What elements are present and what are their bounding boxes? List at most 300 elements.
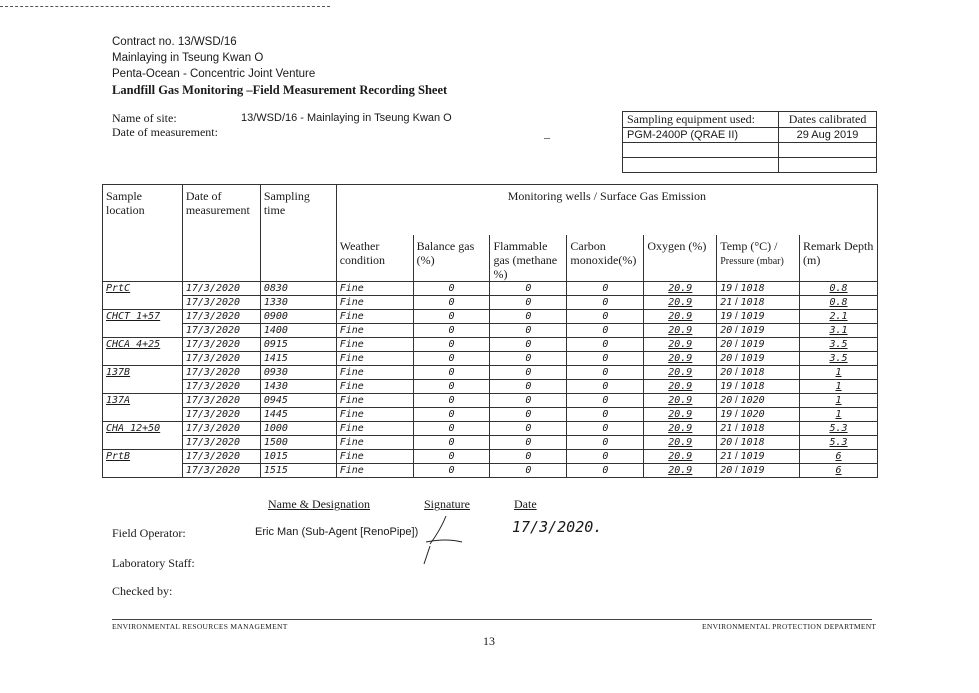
document-header [112, 34, 447, 98]
cell-carbon-monoxide [567, 379, 644, 393]
cell-time [260, 393, 336, 407]
cell-depth [800, 435, 878, 449]
weather-value: Fine [339, 310, 364, 322]
col-header-weather: Weather condition [336, 235, 413, 282]
site-name-label: Name of site: [112, 111, 177, 125]
cell-temp-pressure [717, 435, 800, 449]
depth-value: 0.8 [829, 296, 848, 308]
location-value: PrtC [106, 282, 131, 294]
flammable-gas-value: 0 [525, 408, 532, 420]
laboratory-staff-label: Laboratory Staff: [112, 556, 195, 570]
table-row [103, 449, 878, 463]
date-value: 17/3/2020 [185, 324, 241, 336]
cell-date [182, 463, 260, 477]
oxygen-value: 20.9 [668, 310, 693, 322]
cell-temp-pressure [717, 393, 800, 407]
table-row [103, 323, 878, 337]
cell-flammable-gas [490, 337, 567, 351]
cell-weather [336, 407, 413, 421]
flammable-gas-value: 0 [525, 464, 532, 476]
oxygen-value: 20.9 [668, 282, 693, 294]
field-operator-date: 17/3/2020. [512, 518, 603, 536]
cell-location [103, 281, 183, 295]
time-value: 0930 [263, 366, 288, 378]
cell-balance-gas [413, 337, 490, 351]
carbon-monoxide-value: 0 [602, 450, 609, 462]
pressure-value: 1018 [740, 436, 765, 448]
cell-temp-pressure [717, 379, 800, 393]
sheet-title: Landfill Gas Monitoring –Field Measurement Recording Sheet [112, 83, 448, 97]
cell-flammable-gas [490, 309, 567, 323]
temp-separator: / [732, 324, 741, 336]
table-row [103, 309, 878, 323]
cell-time [260, 323, 336, 337]
temp-separator: / [732, 366, 741, 378]
oxygen-value: 20.9 [668, 394, 693, 406]
cell-time [260, 337, 336, 351]
cell-flammable-gas [490, 295, 567, 309]
cell-location [103, 323, 183, 337]
cell-flammable-gas [490, 449, 567, 463]
temp-separator: / [732, 380, 741, 392]
balance-gas-value: 0 [448, 296, 455, 308]
cell-date [182, 393, 260, 407]
depth-value: 1 [835, 394, 842, 406]
flammable-gas-value: 0 [525, 366, 532, 378]
balance-gas-value: 0 [448, 408, 455, 420]
pressure-value: 1018 [740, 366, 765, 378]
flammable-gas-value: 0 [525, 394, 532, 406]
cell-temp-pressure [717, 365, 800, 379]
col-header-date: Date of measurement [182, 185, 260, 282]
flammable-gas-value: 0 [525, 324, 532, 336]
temp-separator: / [732, 338, 741, 350]
temp-separator: / [732, 464, 741, 476]
temp-separator: / [732, 282, 741, 294]
location-value: 137B [106, 366, 131, 378]
temp-value: 19 [720, 408, 733, 420]
cell-temp-pressure [717, 337, 800, 351]
depth-value: 1 [835, 380, 842, 392]
col-header-time: Sampling time [260, 185, 336, 282]
cell-balance-gas [413, 449, 490, 463]
temp-value: 19 [720, 380, 733, 392]
carbon-monoxide-value: 0 [602, 408, 609, 420]
cell-temp-pressure [717, 351, 800, 365]
pressure-value: 1020 [740, 394, 765, 406]
col-header-oxygen: Oxygen (%) [644, 235, 717, 282]
date-value: 17/3/2020 [185, 338, 241, 350]
equipment-table [622, 111, 877, 173]
cell-date [182, 379, 260, 393]
cell-depth [800, 407, 878, 421]
cell-location [103, 421, 183, 435]
table-row [103, 421, 878, 435]
cell-depth [800, 421, 878, 435]
pressure-value: 1018 [740, 282, 765, 294]
cell-date [182, 281, 260, 295]
cell-balance-gas [413, 295, 490, 309]
oxygen-value: 20.9 [668, 366, 693, 378]
cell-time [260, 407, 336, 421]
time-value: 0915 [263, 338, 288, 350]
cell-carbon-monoxide [567, 351, 644, 365]
pressure-label: Pressure (mbar) [720, 255, 784, 267]
balance-gas-value: 0 [448, 450, 455, 462]
cell-flammable-gas [490, 463, 567, 477]
cell-oxygen [644, 309, 717, 323]
cell-location [103, 295, 183, 309]
cell-location [103, 351, 183, 365]
pressure-value: 1018 [740, 296, 765, 308]
cell-depth [800, 393, 878, 407]
balance-gas-value: 0 [448, 366, 455, 378]
cell-weather [336, 379, 413, 393]
temp-separator: / [732, 394, 741, 406]
oxygen-value: 20.9 [668, 352, 693, 364]
cell-carbon-monoxide [567, 463, 644, 477]
cell-location [103, 407, 183, 421]
cell-carbon-monoxide [567, 323, 644, 337]
date-value: 17/3/2020 [185, 352, 241, 364]
flammable-gas-value: 0 [525, 450, 532, 462]
cell-time [260, 351, 336, 365]
date-value: 17/3/2020 [185, 394, 241, 406]
flammable-gas-value: 0 [525, 296, 532, 308]
stray-mark [544, 138, 550, 139]
depth-value: 5.3 [829, 436, 848, 448]
temp-value: 21 [720, 450, 733, 462]
cell-carbon-monoxide [567, 449, 644, 463]
table-row [103, 407, 878, 421]
cell-depth [800, 309, 878, 323]
oxygen-value: 20.9 [668, 450, 693, 462]
cell-depth [800, 351, 878, 365]
cell-temp-pressure [717, 281, 800, 295]
table-row [103, 351, 878, 365]
cell-date [182, 435, 260, 449]
flammable-gas-value: 0 [525, 380, 532, 392]
cell-temp-pressure [717, 421, 800, 435]
cell-carbon-monoxide [567, 435, 644, 449]
temp-separator: / [732, 352, 741, 364]
temp-value: 19 [720, 282, 733, 294]
cell-location [103, 393, 183, 407]
date-value: 17/3/2020 [185, 450, 241, 462]
col-header-co: Carbon monoxide(%) [567, 235, 644, 282]
cell-flammable-gas [490, 281, 567, 295]
cell-location [103, 379, 183, 393]
temp-value: 20 [720, 324, 733, 336]
cell-carbon-monoxide [567, 407, 644, 421]
time-value: 0830 [263, 282, 288, 294]
col-header-group: Monitoring wells / Surface Gas Emission [336, 185, 877, 235]
cell-flammable-gas [490, 323, 567, 337]
cell-date [182, 449, 260, 463]
cell-weather [336, 309, 413, 323]
balance-gas-value: 0 [448, 394, 455, 406]
cell-balance-gas [413, 281, 490, 295]
depth-value: 2.1 [829, 310, 848, 322]
cell-balance-gas [413, 407, 490, 421]
cell-weather [336, 435, 413, 449]
time-value: 1430 [263, 380, 288, 392]
cell-temp-pressure [717, 309, 800, 323]
weather-value: Fine [339, 464, 364, 476]
oxygen-value: 20.9 [668, 338, 693, 350]
col-header-balance: Balance gas (%) [413, 235, 490, 282]
weather-value: Fine [339, 436, 364, 448]
col-header-temp [717, 235, 800, 282]
cell-location [103, 449, 183, 463]
cell-carbon-monoxide [567, 393, 644, 407]
date-value: 17/3/2020 [185, 282, 241, 294]
flammable-gas-value: 0 [525, 310, 532, 322]
calibration-date [779, 158, 877, 173]
weather-value: Fine [339, 366, 364, 378]
depth-value: 3.5 [829, 352, 848, 364]
cell-oxygen [644, 435, 717, 449]
cell-location [103, 309, 183, 323]
table-row [103, 435, 878, 449]
temp-value: 21 [720, 296, 733, 308]
cell-date [182, 421, 260, 435]
date-value: 17/3/2020 [185, 366, 241, 378]
cell-date [182, 407, 260, 421]
cell-time [260, 379, 336, 393]
temp-separator: / [732, 422, 741, 434]
weather-value: Fine [339, 352, 364, 364]
contractor-name: Penta-Ocean - Concentric Joint Venture [112, 68, 316, 80]
checked-by-label: Checked by: [112, 584, 173, 598]
cell-oxygen [644, 449, 717, 463]
temp-value: 20 [720, 338, 733, 350]
depth-value: 0.8 [829, 282, 848, 294]
cell-carbon-monoxide [567, 365, 644, 379]
cell-time [260, 309, 336, 323]
temp-value: 21 [720, 422, 733, 434]
time-value: 1415 [263, 352, 288, 364]
table-row [103, 379, 878, 393]
pressure-value: 1018 [740, 380, 765, 392]
carbon-monoxide-value: 0 [602, 436, 609, 448]
balance-gas-value: 0 [448, 436, 455, 448]
depth-value: 5.3 [829, 422, 848, 434]
table-row [103, 393, 878, 407]
cell-location [103, 337, 183, 351]
oxygen-value: 20.9 [668, 324, 693, 336]
balance-gas-value: 0 [448, 380, 455, 392]
cell-weather [336, 323, 413, 337]
location-value: CHCT 1+57 [106, 310, 161, 322]
carbon-monoxide-value: 0 [602, 422, 609, 434]
cell-balance-gas [413, 463, 490, 477]
signature-header: Signature [424, 497, 470, 511]
cell-flammable-gas [490, 365, 567, 379]
footer-right: ENVIRONMENTAL PROTECTION DEPARTMENT [702, 622, 877, 631]
flammable-gas-value: 0 [525, 422, 532, 434]
table-row [103, 337, 878, 351]
temp-separator: / [732, 310, 741, 322]
cell-depth [800, 295, 878, 309]
flammable-gas-value: 0 [525, 436, 532, 448]
cell-depth [800, 323, 878, 337]
balance-gas-value: 0 [448, 464, 455, 476]
cell-balance-gas [413, 435, 490, 449]
cell-time [260, 449, 336, 463]
weather-value: Fine [339, 422, 364, 434]
weather-value: Fine [339, 338, 364, 350]
cell-time [260, 281, 336, 295]
calibration-date [779, 143, 877, 158]
pressure-value: 1019 [740, 310, 765, 322]
date-value: 17/3/2020 [185, 380, 241, 392]
project-name: Mainlaying in Tseung Kwan O [112, 52, 264, 64]
cell-weather [336, 449, 413, 463]
cell-weather [336, 295, 413, 309]
oxygen-value: 20.9 [668, 296, 693, 308]
field-operator-name: Eric Man (Sub-Agent [RenoPipe]) [255, 526, 419, 538]
cell-oxygen [644, 421, 717, 435]
col-header-remark: Remark Depth (m) [800, 235, 878, 282]
weather-value: Fine [339, 380, 364, 392]
col-header-location: Sample location [103, 185, 183, 282]
time-value: 1400 [263, 324, 288, 336]
cell-depth [800, 337, 878, 351]
cell-time [260, 365, 336, 379]
temp-value: 20 [720, 464, 733, 476]
cell-time [260, 421, 336, 435]
depth-value: 1 [835, 408, 842, 420]
cell-date [182, 365, 260, 379]
depth-value: 6 [835, 450, 842, 462]
balance-gas-value: 0 [448, 310, 455, 322]
date-value: 17/3/2020 [185, 296, 241, 308]
flammable-gas-value: 0 [525, 338, 532, 350]
pressure-value: 1019 [740, 352, 765, 364]
date-value: 17/3/2020 [185, 464, 241, 476]
cell-flammable-gas [490, 379, 567, 393]
cell-depth [800, 379, 878, 393]
carbon-monoxide-value: 0 [602, 380, 609, 392]
cell-weather [336, 421, 413, 435]
cell-temp-pressure [717, 449, 800, 463]
location-value: PrtB [106, 450, 131, 462]
cell-oxygen [644, 351, 717, 365]
location-value: CHA 12+50 [106, 422, 161, 434]
oxygen-value: 20.9 [668, 422, 693, 434]
time-value: 1500 [263, 436, 288, 448]
time-value: 1515 [263, 464, 288, 476]
temp-value: 20 [720, 366, 733, 378]
carbon-monoxide-value: 0 [602, 366, 609, 378]
cell-date [182, 337, 260, 351]
cell-carbon-monoxide [567, 309, 644, 323]
oxygen-value: 20.9 [668, 436, 693, 448]
cell-flammable-gas [490, 351, 567, 365]
cell-depth [800, 449, 878, 463]
name-designation-header: Name & Designation [268, 497, 370, 511]
cell-depth [800, 365, 878, 379]
cell-depth [800, 463, 878, 477]
oxygen-value: 20.9 [668, 464, 693, 476]
cell-oxygen [644, 379, 717, 393]
cell-oxygen [644, 407, 717, 421]
cell-date [182, 323, 260, 337]
weather-value: Fine [339, 450, 364, 462]
cell-date [182, 309, 260, 323]
temp-value: 20 [720, 436, 733, 448]
balance-gas-value: 0 [448, 352, 455, 364]
cell-location [103, 365, 183, 379]
table-row [103, 281, 878, 295]
cell-oxygen [644, 463, 717, 477]
weather-value: Fine [339, 408, 364, 420]
pressure-value: 1019 [740, 324, 765, 336]
cell-temp-pressure [717, 295, 800, 309]
balance-gas-value: 0 [448, 422, 455, 434]
oxygen-value: 20.9 [668, 380, 693, 392]
cell-time [260, 435, 336, 449]
pressure-value: 1019 [740, 464, 765, 476]
cell-balance-gas [413, 379, 490, 393]
cell-balance-gas [413, 351, 490, 365]
temp-separator: / [732, 436, 741, 448]
cell-temp-pressure [717, 323, 800, 337]
equipment-name [623, 158, 779, 173]
pressure-value: 1018 [740, 422, 765, 434]
cell-balance-gas [413, 309, 490, 323]
cell-weather [336, 463, 413, 477]
cell-carbon-monoxide [567, 295, 644, 309]
field-operator-label: Field Operator: [112, 526, 186, 540]
temp-value: 20 [720, 394, 733, 406]
carbon-monoxide-value: 0 [602, 352, 609, 364]
cell-carbon-monoxide [567, 337, 644, 351]
date-value: 17/3/2020 [185, 436, 241, 448]
pressure-value: 1020 [740, 408, 765, 420]
flammable-gas-value: 0 [525, 282, 532, 294]
equipment-name [623, 143, 779, 158]
cell-carbon-monoxide [567, 421, 644, 435]
cell-oxygen [644, 295, 717, 309]
cell-weather [336, 351, 413, 365]
time-value: 1000 [263, 422, 288, 434]
cell-balance-gas [413, 421, 490, 435]
site-name-value: 13/WSD/16 - Mainlaying in Tseung Kwan O [241, 112, 452, 124]
depth-value: 1 [835, 366, 842, 378]
cell-oxygen [644, 281, 717, 295]
time-value: 1330 [263, 296, 288, 308]
cell-flammable-gas [490, 421, 567, 435]
location-value: 137A [106, 394, 131, 406]
cell-oxygen [644, 365, 717, 379]
balance-gas-value: 0 [448, 282, 455, 294]
date-header: Date [514, 497, 537, 511]
cell-time [260, 295, 336, 309]
carbon-monoxide-value: 0 [602, 394, 609, 406]
time-value: 1445 [263, 408, 288, 420]
temp-separator: / [732, 450, 741, 462]
cell-oxygen [644, 393, 717, 407]
cell-weather [336, 337, 413, 351]
weather-value: Fine [339, 324, 364, 336]
temp-separator: / [732, 296, 741, 308]
oxygen-value: 20.9 [668, 408, 693, 420]
equipment-name: PGM-2400P (QRAE II) [623, 128, 779, 143]
footer-rule [112, 619, 872, 620]
col-header-flammable: Flammable gas (methane %) [490, 235, 567, 282]
